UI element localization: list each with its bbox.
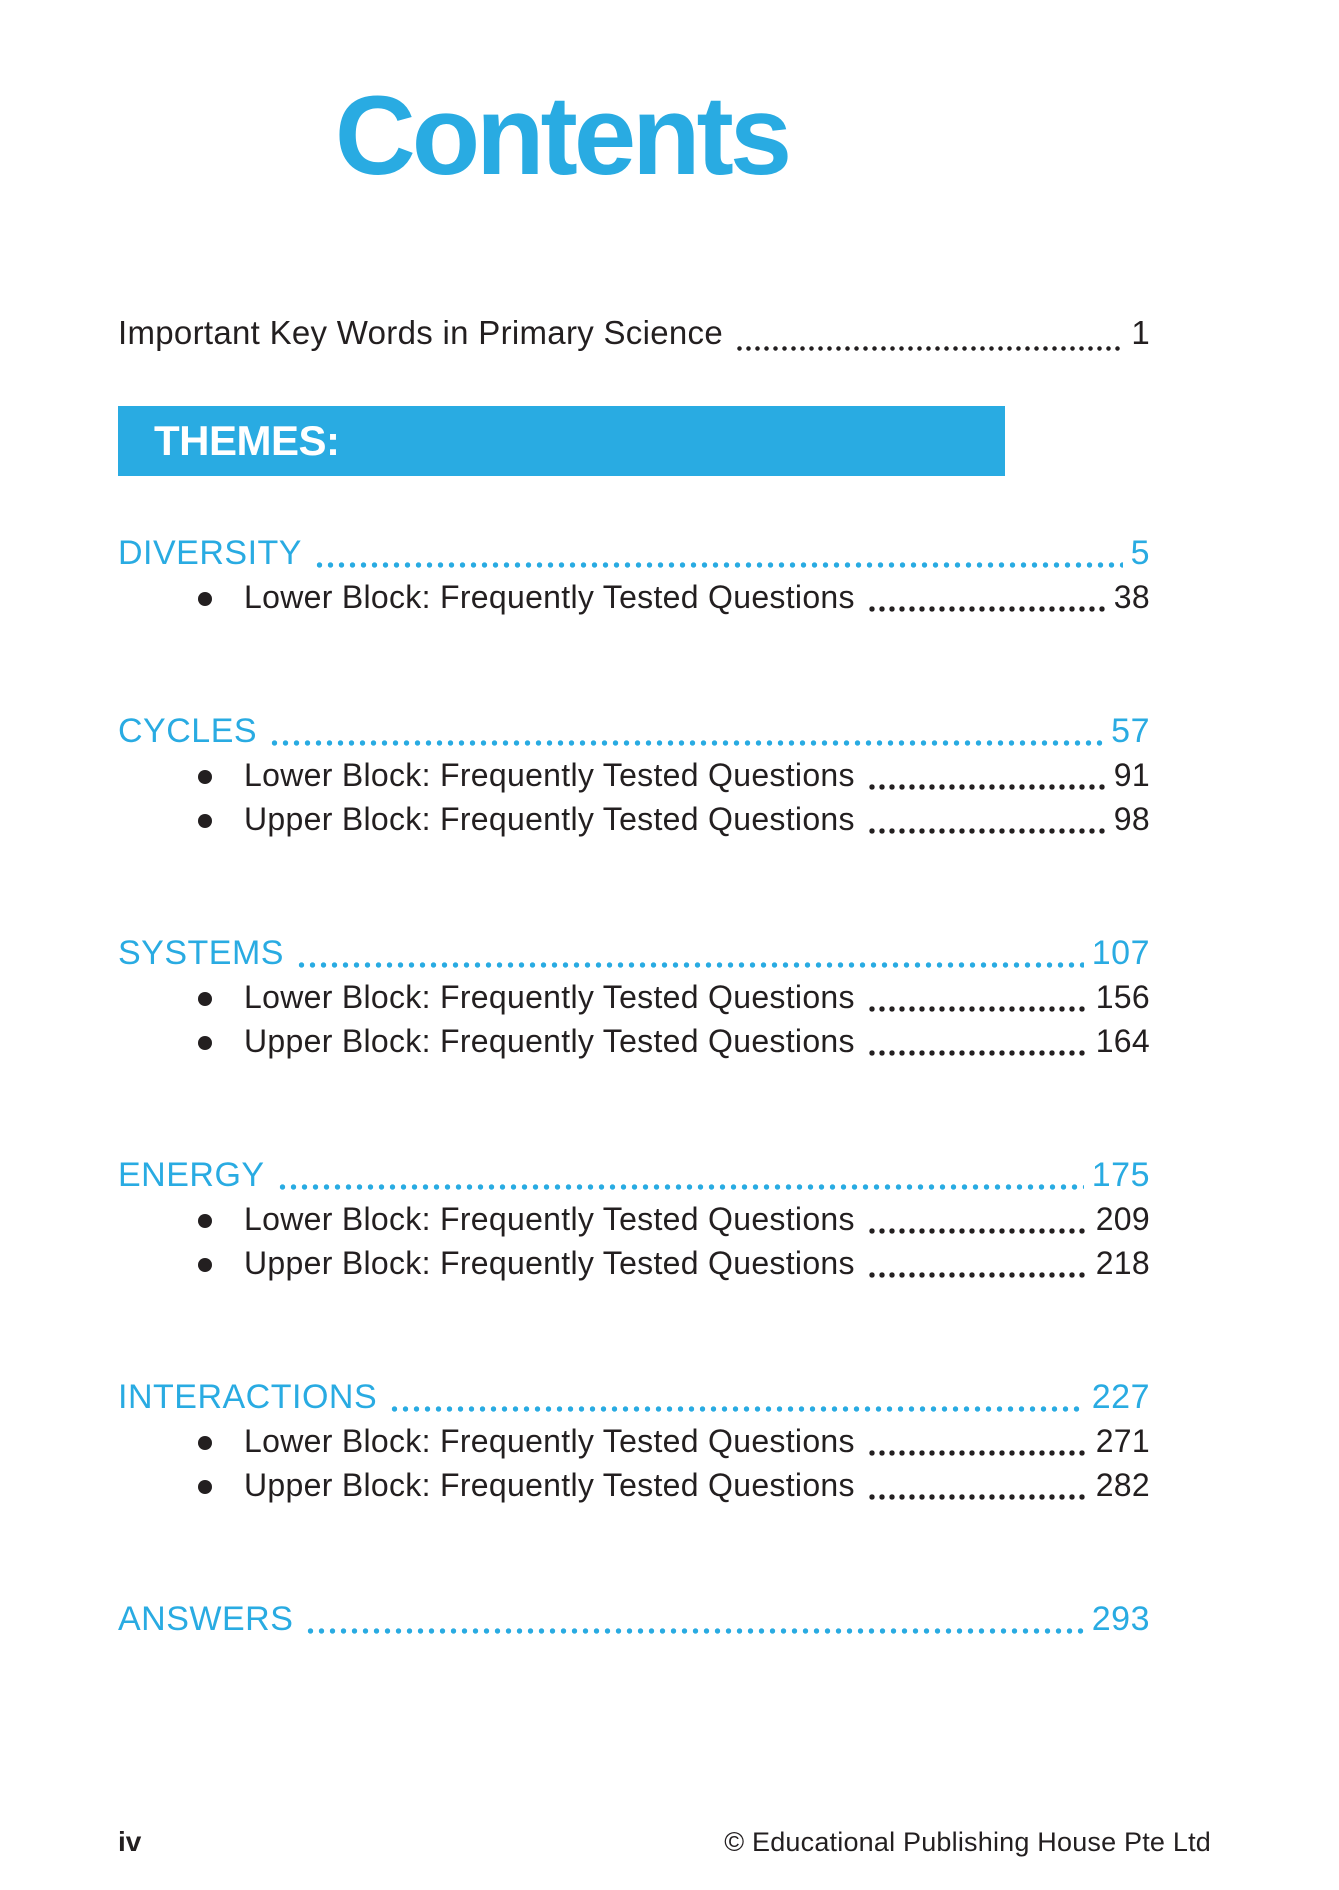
bullet-icon (198, 814, 212, 828)
page-title: Contents (334, 73, 789, 198)
toc-sub-entry-row (118, 975, 1150, 1019)
toc-section-heading-row (118, 1375, 1150, 1419)
toc-sub-entry-row (118, 753, 1150, 797)
toc-page-number: 1 (1131, 314, 1150, 351)
toc-section-heading-row (118, 709, 1150, 753)
toc-sub-entry-row (118, 1019, 1150, 1063)
toc-sub-entry-label: Lower Block: Frequently Tested Questions (244, 979, 855, 1015)
bullet-icon (198, 1036, 212, 1050)
toc (118, 531, 1150, 1641)
page-content (118, 0, 1150, 1641)
toc-sub-entry-label: Upper Block: Frequently Tested Questions (244, 801, 855, 837)
toc-section-answers (118, 1597, 1150, 1641)
toc-page-number: 57 (1111, 712, 1150, 750)
toc-page-number: 91 (1113, 757, 1150, 793)
toc-page-number: 107 (1091, 934, 1150, 972)
toc-sub-entry-label: Lower Block: Frequently Tested Questions (244, 579, 855, 615)
dot-leader (867, 827, 1106, 834)
toc-section-title: ANSWERS (118, 1600, 294, 1638)
toc-sub-entry-label: Upper Block: Frequently Tested Questions (244, 1245, 855, 1281)
folio-number: iv (118, 1826, 142, 1857)
title-wrap (118, 73, 1005, 198)
toc-page-number: 209 (1095, 1201, 1150, 1237)
bullet-icon (198, 1436, 212, 1450)
toc-section-diversity (118, 531, 1150, 619)
toc-sub-entry-row (118, 1419, 1150, 1463)
toc-section-heading-row (118, 1597, 1150, 1641)
toc-page-number: 282 (1095, 1467, 1150, 1503)
toc-page-number: 271 (1095, 1423, 1150, 1459)
toc-section-energy (118, 1153, 1150, 1285)
dot-leader (296, 961, 1084, 968)
toc-section-title: CYCLES (118, 712, 258, 750)
bullet-icon (198, 1214, 212, 1228)
toc-page-number: 5 (1130, 534, 1150, 572)
toc-section-heading-row (118, 531, 1150, 575)
toc-section-title: SYSTEMS (118, 934, 284, 972)
bullet-icon (198, 1258, 212, 1272)
toc-sub-entry-label: Lower Block: Frequently Tested Questions (244, 757, 855, 793)
toc-sub-entry-label: Upper Block: Frequently Tested Questions (244, 1023, 855, 1059)
dot-leader (389, 1405, 1084, 1412)
bullet-icon (198, 770, 212, 784)
toc-entry-keywords (118, 310, 1150, 356)
toc-sub-entry-row (118, 1241, 1150, 1285)
page-footer (118, 1826, 1211, 1858)
copyright-notice: © Educational Publishing House Pte Ltd (724, 1827, 1211, 1857)
themes-banner (118, 406, 1005, 476)
dot-leader (867, 1049, 1088, 1056)
toc-sub-entry-label: Lower Block: Frequently Tested Questions (244, 1423, 855, 1459)
dot-leader (867, 1449, 1088, 1456)
dot-leader (867, 1271, 1088, 1278)
toc-sub-entry-row (118, 1463, 1150, 1507)
toc-sub-entry-row (118, 1197, 1150, 1241)
toc-page-number: 218 (1095, 1245, 1150, 1281)
toc-section-title: ENERGY (118, 1156, 265, 1194)
toc-section-heading-row (118, 931, 1150, 975)
dot-leader (867, 1493, 1088, 1500)
dot-leader (277, 1183, 1084, 1190)
toc-section-interactions (118, 1375, 1150, 1507)
toc-page-number: 293 (1091, 1600, 1150, 1638)
dot-leader (305, 1627, 1083, 1634)
dot-leader (867, 1227, 1088, 1234)
toc-sub-entry-label: Upper Block: Frequently Tested Questions (244, 1467, 855, 1503)
bullet-icon (198, 1480, 212, 1494)
toc-page-number: 175 (1091, 1156, 1150, 1194)
dot-leader (735, 345, 1123, 351)
toc-page-number: 227 (1091, 1378, 1150, 1416)
toc-page-number: 164 (1095, 1023, 1150, 1059)
dot-leader (867, 1005, 1088, 1012)
themes-banner-label: THEMES: (154, 417, 340, 464)
dot-leader (867, 783, 1106, 790)
toc-section-cycles (118, 709, 1150, 841)
toc-section-heading-row (118, 1153, 1150, 1197)
toc-section-title: INTERACTIONS (118, 1378, 378, 1416)
toc-entry-label: Important Key Words in Primary Science (118, 314, 723, 351)
toc-page-number: 156 (1095, 979, 1150, 1015)
bullet-icon (198, 992, 212, 1006)
dot-leader (314, 561, 1123, 568)
toc-sub-entry-row (118, 575, 1150, 619)
dot-leader (867, 605, 1106, 612)
toc-section-systems (118, 931, 1150, 1063)
toc-page-number: 38 (1113, 579, 1150, 615)
toc-sub-entry-row (118, 797, 1150, 841)
toc-section-title: DIVERSITY (118, 534, 302, 572)
toc-sub-entry-label: Lower Block: Frequently Tested Questions (244, 1201, 855, 1237)
dot-leader (269, 739, 1103, 746)
bullet-icon (198, 592, 212, 606)
toc-page-number: 98 (1113, 801, 1150, 837)
